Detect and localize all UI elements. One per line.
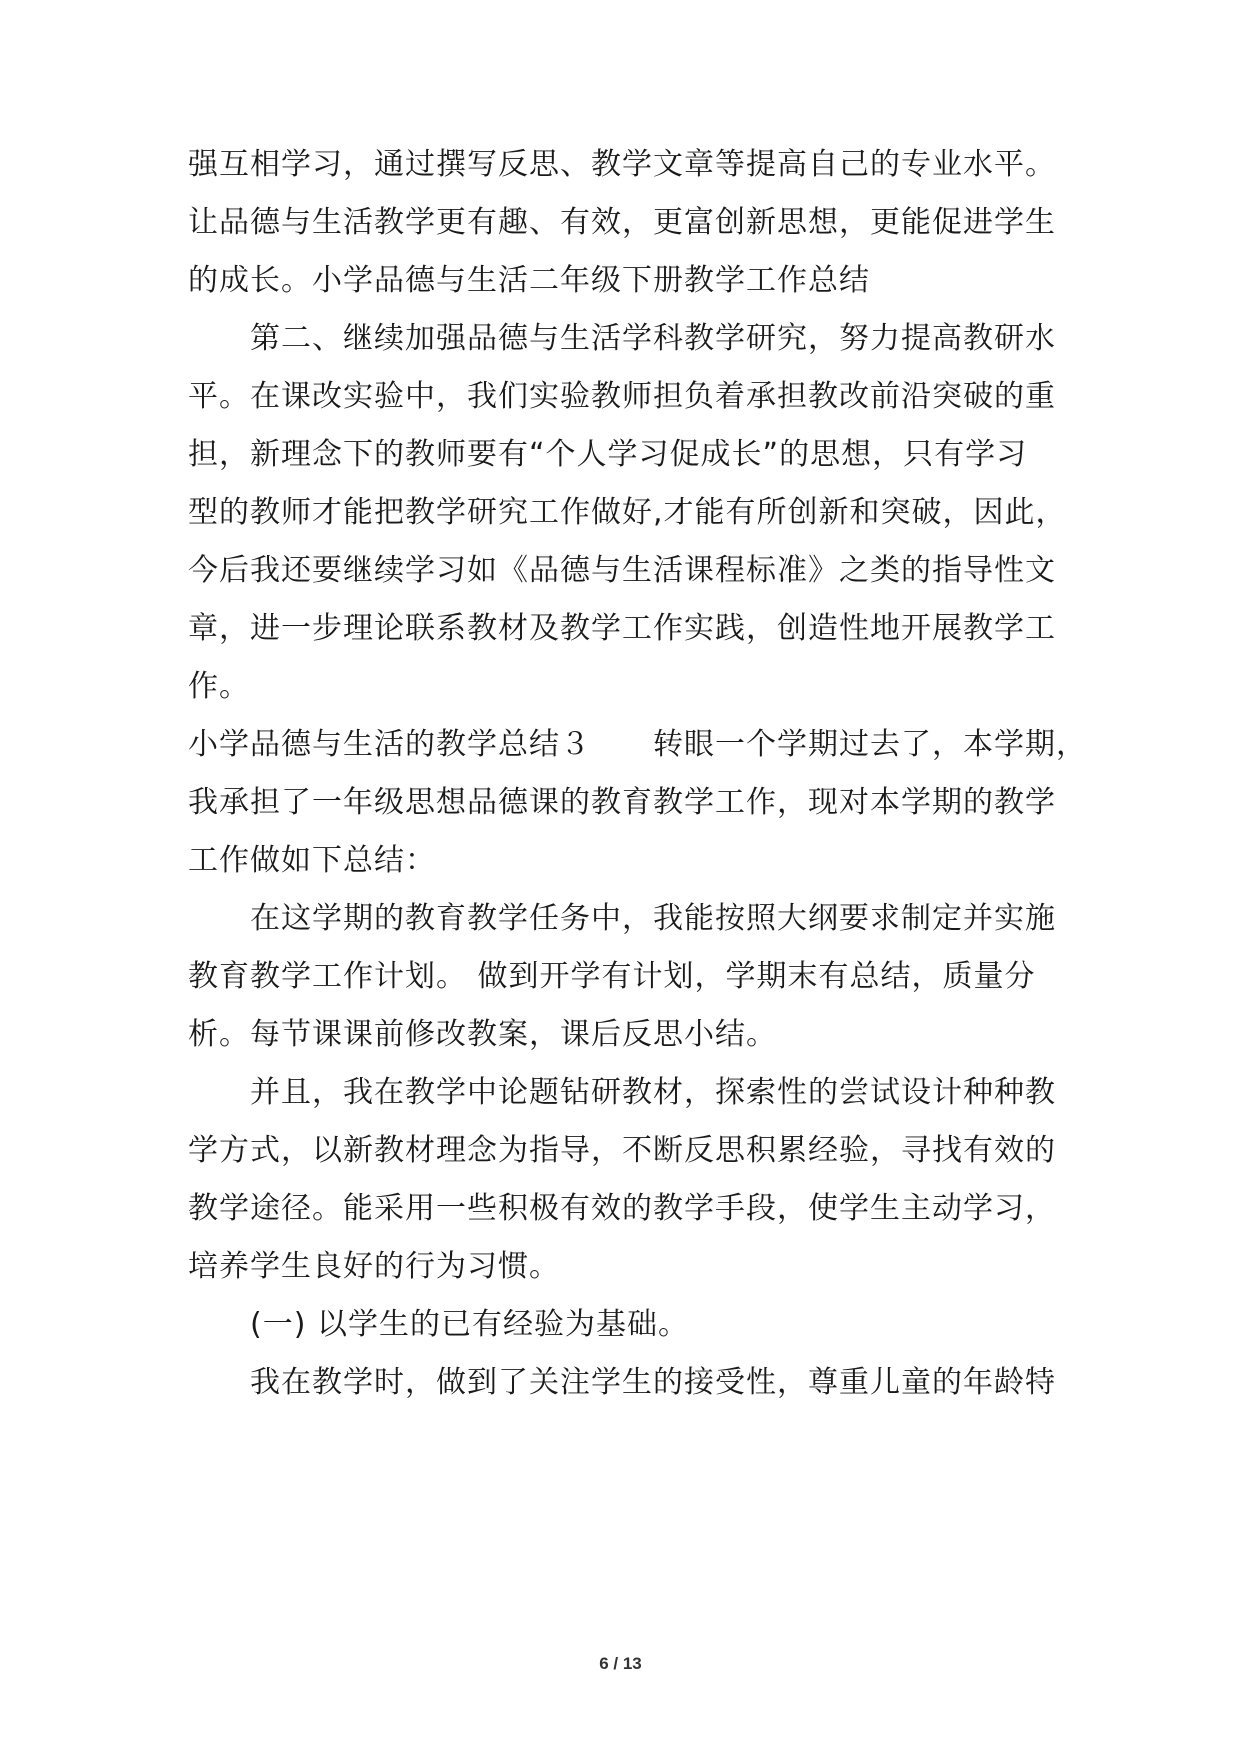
text-line: 的成长。小学品德与生活二年级下册教学工作总结 — [188, 263, 870, 298]
page-number: 6 / 13 — [599, 1654, 642, 1673]
text-line: 培养学生良好的行为习惯。 — [188, 1249, 560, 1284]
text-line: 平。在课改实验中，我们实验教师担负着承担教改前沿突破的重 — [188, 379, 1056, 414]
text-line: 教育教学工作计划。 做到开学有计划，学期末有总结，质量分 — [188, 959, 1036, 994]
paragraph-first-line: 第二、继续加强品德与生活学科教学研究，努力提高教研水 — [250, 321, 1056, 356]
section-heading-line: 小学品德与生活的教学总结３ 转眼一个学期过去了，本学期， — [188, 727, 1087, 762]
paragraph-first-line: 在这学期的教育教学任务中，我能按照大纲要求制定并实施 — [250, 901, 1056, 936]
text-line: 析。每节课课前修改教案，课后反思小结。 — [188, 1017, 777, 1052]
text-line: 型的教师才能把教学研究工作做好,才能有所创新和突破，因此， — [188, 495, 1067, 530]
paragraph-first-line: 并且，我在教学中论题钻研教材，探索性的尝试设计种种教 — [250, 1075, 1056, 1110]
text-line: 工作做如下总结： — [188, 843, 436, 878]
text-line: 强互相学习，通过撰写反思、教学文章等提高自己的专业水平。 — [188, 147, 1056, 182]
text-line: 今后我还要继续学习如《品德与生活课程标准》之类的指导性文 — [188, 553, 1056, 588]
text-line: 学方式，以新教材理念为指导，不断反思积累经验，寻找有效的 — [188, 1133, 1056, 1168]
subheading-line: (一) 以学生的已有经验为基础。 — [250, 1307, 689, 1342]
paragraph-first-line: 我在教学时，做到了关注学生的接受性，尊重儿童的年龄特 — [250, 1365, 1056, 1400]
text-line: 我承担了一年级思想品德课的教育教学工作，现对本学期的教学 — [188, 785, 1056, 820]
text-line: 作。 — [188, 669, 250, 704]
text-line: 章，进一步理论联系教材及教学工作实践，创造性地开展教学工 — [188, 611, 1056, 646]
text-line: 让品德与生活教学更有趣、有效，更富创新思想，更能促进学生 — [188, 205, 1056, 240]
text-line: 担，新理念下的教师要有“个人学习促成长”的思想，只有学习 — [188, 437, 1028, 472]
text-line: 教学途径。能采用一些积极有效的教学手段，使学生主动学习， — [188, 1191, 1056, 1226]
